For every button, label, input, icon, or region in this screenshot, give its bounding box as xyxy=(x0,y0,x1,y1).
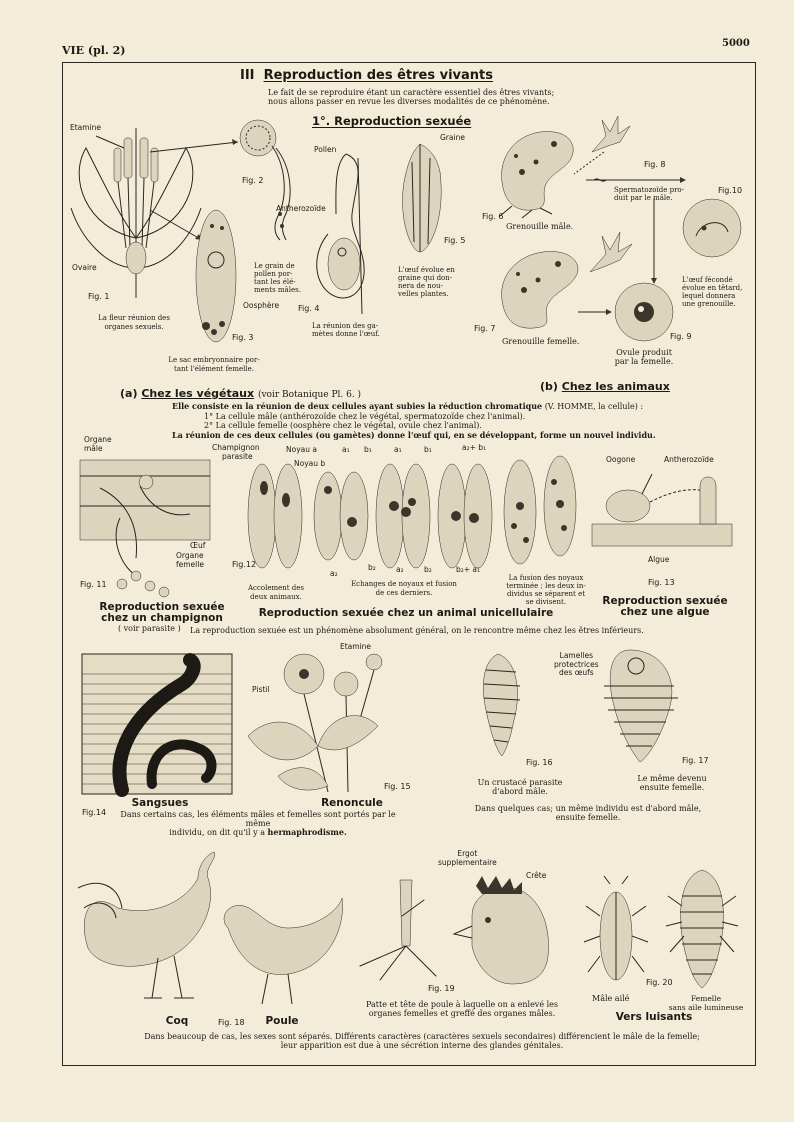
label-algue: Algue xyxy=(648,555,670,564)
caption-line: ments mâles. xyxy=(254,286,301,294)
fig19-caption xyxy=(352,1000,572,1018)
fig20-number: Fig. 20 xyxy=(646,978,673,987)
fig8-caption xyxy=(614,186,684,202)
caption-line: Dans certains cas, les éléments mâles et femelles sont portés par le même xyxy=(120,810,396,828)
ovule-pollination-illustration xyxy=(306,154,388,314)
fig3-number: Fig. 3 xyxy=(232,333,254,342)
label-oeuf: Œuf xyxy=(190,541,206,550)
caption-line: velles plantes. xyxy=(398,290,449,298)
label-line: des œufs xyxy=(559,668,594,677)
fig1-number: Fig. 1 xyxy=(88,292,110,301)
label-ergot xyxy=(438,850,497,867)
caption-line: nera de nou- xyxy=(398,282,443,290)
label-organe-male xyxy=(84,436,112,453)
pollen-grain-illustration xyxy=(236,116,296,256)
page-number: 5000 xyxy=(722,38,750,49)
subheading-title: Chez les végétaux xyxy=(141,387,255,400)
caption-line: Dans quelques cas; un même individu est d'abord mâle, xyxy=(474,804,702,813)
male-frog-illustration xyxy=(492,122,582,218)
label-noyau-b: Noyau b xyxy=(294,459,326,468)
fig14-caption: Sangsues xyxy=(131,797,189,809)
caption-line: lequel donnera xyxy=(682,292,736,300)
fig17-number: Fig. 17 xyxy=(682,756,709,765)
female-frog-illustration xyxy=(496,244,586,332)
subheading-prefix: (a) xyxy=(120,387,138,400)
label-oogone: Oogone xyxy=(606,455,636,464)
subheading-vegetaux xyxy=(120,387,361,400)
fig2-number: Fig. 2 xyxy=(242,176,264,185)
label-line: femelle xyxy=(176,559,204,569)
label-femelle xyxy=(664,994,748,1012)
label-line: Femelle xyxy=(690,994,722,1003)
subheading-animaux xyxy=(540,380,670,393)
fig12-caption-2 xyxy=(334,580,474,598)
caption-line: Reproduction sexuée xyxy=(99,601,225,613)
caption-line: une grenouille. xyxy=(682,300,736,308)
caption-line: chez une algue xyxy=(620,606,710,618)
intro-line: Le fait de se reproduire étant un caractère essentiel des êtres vivants; xyxy=(268,88,555,97)
explain-line: La réunion de ces deux cellules (ou gamètes) donne l'œuf qui, en se développant, forme un nouvel individu. xyxy=(172,429,656,440)
fig12-caption-3 xyxy=(496,574,596,606)
caption-line: organes sexuels. xyxy=(104,323,164,331)
fig8-number: Fig. 8 xyxy=(644,160,666,169)
fig9-caption xyxy=(604,348,684,366)
fig6-caption: Grenouille mâle. xyxy=(506,222,574,231)
fungus-illustration xyxy=(80,458,214,598)
fig16-caption xyxy=(470,778,570,796)
caption-line: ensuite femelle. xyxy=(639,783,705,792)
label-b2-plus-a1: b₂+ a₁ xyxy=(456,565,481,574)
caption-line: Echanges de noyaux et fusion xyxy=(351,580,457,588)
fig9-number: Fig. 9 xyxy=(670,332,692,341)
caption-line: organes femelles et greffé des organes mâles. xyxy=(368,1009,556,1018)
label-line: Lamelles xyxy=(559,651,594,660)
plate-title xyxy=(240,68,493,83)
label-antherozoide: Antherozoïde xyxy=(276,204,326,213)
caption-line: terminée ; les deux in- xyxy=(506,582,586,590)
sequential-hermaphrodite-text xyxy=(468,804,708,822)
fig10-caption xyxy=(682,276,742,308)
bottom-line: Dans beaucoup de cas, les sexes sont séparés. Différents caractères (caractères sexuels secondaires) différencient le mâle de la femelle; xyxy=(144,1032,700,1041)
caption-bold: hermaphrodisme. xyxy=(267,827,347,837)
caption-line: L'œuf fécondé xyxy=(682,276,733,284)
fig4-number: Fig. 4 xyxy=(298,304,320,313)
caption-line: Accolement des xyxy=(247,584,305,592)
label-antherozoide-algae: Antherozoïde xyxy=(664,455,714,464)
label-line: protectrices xyxy=(554,659,599,669)
explain-line: 2° La cellule femelle (oosphère chez le végétal, ovule chez l'animal). xyxy=(204,421,482,430)
hermaphrodisme-text xyxy=(108,810,408,837)
explain-line: 1° La cellule mâle (anthérozoïde chez le végétal, spermatozoïde chez l'animal). xyxy=(204,411,526,421)
label-line: sans aile lumineuse xyxy=(668,1003,744,1012)
caption-line: duit par le mâle. xyxy=(614,194,673,202)
rooster-hen-illustration xyxy=(78,848,348,1014)
tadpole-egg-illustration xyxy=(682,196,746,262)
label-line: Ergot xyxy=(457,849,478,858)
fig15-number: Fig. 15 xyxy=(384,782,411,791)
caption-line: Ovule produit xyxy=(616,348,672,357)
fig7-caption: Grenouille femelle. xyxy=(502,337,580,346)
caption-line: de ces derniers. xyxy=(375,589,433,597)
fig11-number: Fig. 11 xyxy=(80,580,107,589)
label-etamine: Etamine xyxy=(70,123,102,132)
fig18-number: Fig. 18 xyxy=(218,1018,245,1027)
fig16-number: Fig. 16 xyxy=(526,758,553,767)
fig3-caption xyxy=(166,356,262,374)
label-ovaire: Ovaire xyxy=(72,263,97,272)
label-a2: a₂ xyxy=(330,569,338,578)
explain-bold: Elle consiste en la réunion de deux cellules ayant subies la réduction chromatique xyxy=(172,401,543,411)
caption-line: Le même devenu xyxy=(637,774,707,783)
label-crete: Crête xyxy=(526,871,547,880)
fig2-caption xyxy=(254,262,301,294)
leeches-illustration xyxy=(82,654,234,796)
buttercup-illustration xyxy=(238,646,398,794)
label-line: supplementaire xyxy=(438,857,497,867)
caption-line: La fusion des noyaux xyxy=(508,574,584,582)
fig12-number: Fig.12 xyxy=(232,560,257,569)
fig5-caption xyxy=(398,266,455,298)
label-line: Champignon xyxy=(212,443,260,452)
label-male-aile: Mâle ailé xyxy=(592,994,630,1003)
bottom-line: leur apparition est due à une sécrétion interne des glandes génitales. xyxy=(280,1041,564,1050)
caption-line: L'œuf évolue en xyxy=(398,266,455,274)
label-noyau-a: Noyau a xyxy=(286,445,317,454)
intro-text xyxy=(268,88,554,106)
caption-line: Le grain de xyxy=(254,262,295,270)
female-glowworm-illustration xyxy=(666,866,738,992)
fig7-arrow xyxy=(576,300,616,320)
section-title xyxy=(312,114,471,128)
fig12-caption: Reproduction sexuée chez un animal unicellulaire xyxy=(258,607,554,619)
label-line: parasite xyxy=(222,451,253,461)
caption-line: tant l'élément femelle. xyxy=(174,365,254,373)
caption-line: Patte et tête de poule à laquelle on a enlevé les xyxy=(366,1000,558,1009)
explain-line xyxy=(172,402,732,412)
fig12-caption-1 xyxy=(240,584,312,602)
crustacean-female-illustration xyxy=(600,646,682,766)
male-glowworm-illustration xyxy=(584,876,648,986)
fig20-caption: Vers luisants xyxy=(615,1011,693,1023)
label-b1: b₁ xyxy=(364,445,372,454)
label-line: Organe xyxy=(84,435,112,444)
fig14-number: Fig.14 xyxy=(82,808,107,817)
crustacean-male-illustration xyxy=(476,650,526,760)
fig11-note: ( voir parasite ) xyxy=(118,624,181,633)
subheading-prefix: (b) xyxy=(540,380,558,393)
title-text: Reproduction des êtres vivants xyxy=(263,68,493,83)
general-statement: La reproduction sexuée est un phénomène absolument général, on le rencontre même chez les êtres inférieurs. xyxy=(190,626,644,635)
fig1-caption xyxy=(94,314,174,332)
caption-line: par la femelle. xyxy=(614,357,674,366)
intro-line: nous allons passer en revue les diverses modalités de ce phénomène. xyxy=(268,97,550,106)
caption-line: La réunion des ga- xyxy=(312,322,379,330)
caption-line: se divisent. xyxy=(525,598,567,606)
caption-line: Un crustacé parasite xyxy=(477,778,563,787)
caption-line: individu, on dit qu'il y a xyxy=(169,828,265,837)
label-lamelles xyxy=(554,652,599,678)
label-a1-second: a₁ xyxy=(394,445,402,454)
fig11-caption xyxy=(76,602,248,624)
fig6-number: Fig. 6 xyxy=(482,212,504,221)
section-title-text: 1°. Reproduction sexuée xyxy=(312,114,472,128)
fig7-number: Fig. 7 xyxy=(474,324,496,333)
subheading-title: Chez les animaux xyxy=(561,380,670,393)
unicellular-illustration xyxy=(244,456,584,572)
label-b2: b₂ xyxy=(368,563,376,572)
fig10-number: Fig.10 xyxy=(718,186,743,195)
label-a1: a₁ xyxy=(342,445,350,454)
label-etamine-buttercup: Etamine xyxy=(340,642,372,651)
caption-line: graine qui don- xyxy=(398,274,453,282)
caption-line: Spermatozoïde pro- xyxy=(614,186,684,194)
caption-line: mètes donne l'œuf. xyxy=(312,330,380,338)
fig13-caption xyxy=(588,596,742,618)
caption-line: chez un champignon xyxy=(101,612,223,624)
label-line: mâle xyxy=(84,443,103,453)
caption-line: pollen por- xyxy=(254,270,293,278)
label-pistil: Pistil xyxy=(252,685,270,694)
caption-line: évolue en têtard, xyxy=(682,284,743,292)
rooster-head-illustration xyxy=(452,876,562,988)
label-b1-second: b₁ xyxy=(424,445,432,454)
hen-foot-illustration xyxy=(340,876,450,986)
explain-ref: (V. HOMME, la cellule) : xyxy=(544,402,644,411)
label-oosphere: Oosphère xyxy=(243,301,280,310)
fig17-caption xyxy=(630,774,714,792)
fig15-caption: Renoncule xyxy=(321,797,383,809)
fig19-number: Fig. 19 xyxy=(428,984,455,993)
label-pollen: Pollen xyxy=(314,145,337,154)
bottom-statement xyxy=(112,1032,732,1050)
subheading-ref: (voir Botanique Pl. 6. ) xyxy=(257,390,362,400)
algae-illustration xyxy=(592,466,734,556)
caption-line: deux animaux. xyxy=(250,593,302,601)
caption-line: tant les élé- xyxy=(254,278,296,286)
explanation-block xyxy=(172,402,732,440)
caption-line: La fleur réunion des xyxy=(98,314,170,322)
label-line: Organe xyxy=(176,551,204,560)
fig5-number: Fig. 5 xyxy=(444,236,466,245)
label-organe-femelle xyxy=(176,552,204,569)
caption-line: d'abord mâle. xyxy=(492,787,548,796)
label-graine: Graine xyxy=(440,133,465,142)
label-a2-plus-b1: a₂+ b₁ xyxy=(462,443,487,452)
caption-line: ensuite femelle. xyxy=(555,813,621,822)
ovule-illustration xyxy=(612,282,676,344)
fig4-caption xyxy=(312,322,380,338)
caption-line: Le sac embryonnaire por- xyxy=(168,356,260,364)
label-b2-second: b₂ xyxy=(424,565,432,574)
caption-line: Reproduction sexuée xyxy=(602,595,728,607)
caption-line: dividus se séparent et xyxy=(506,590,586,598)
label-poule: Poule xyxy=(265,1015,299,1027)
title-number: III xyxy=(240,68,255,83)
label-coq: Coq xyxy=(165,1015,189,1027)
label-a2-second: a₂ xyxy=(396,565,404,574)
page-header-left: VIE (pl. 2) xyxy=(62,44,126,57)
fig13-number: Fig. 13 xyxy=(648,578,675,587)
frog-hand-female xyxy=(586,228,636,278)
